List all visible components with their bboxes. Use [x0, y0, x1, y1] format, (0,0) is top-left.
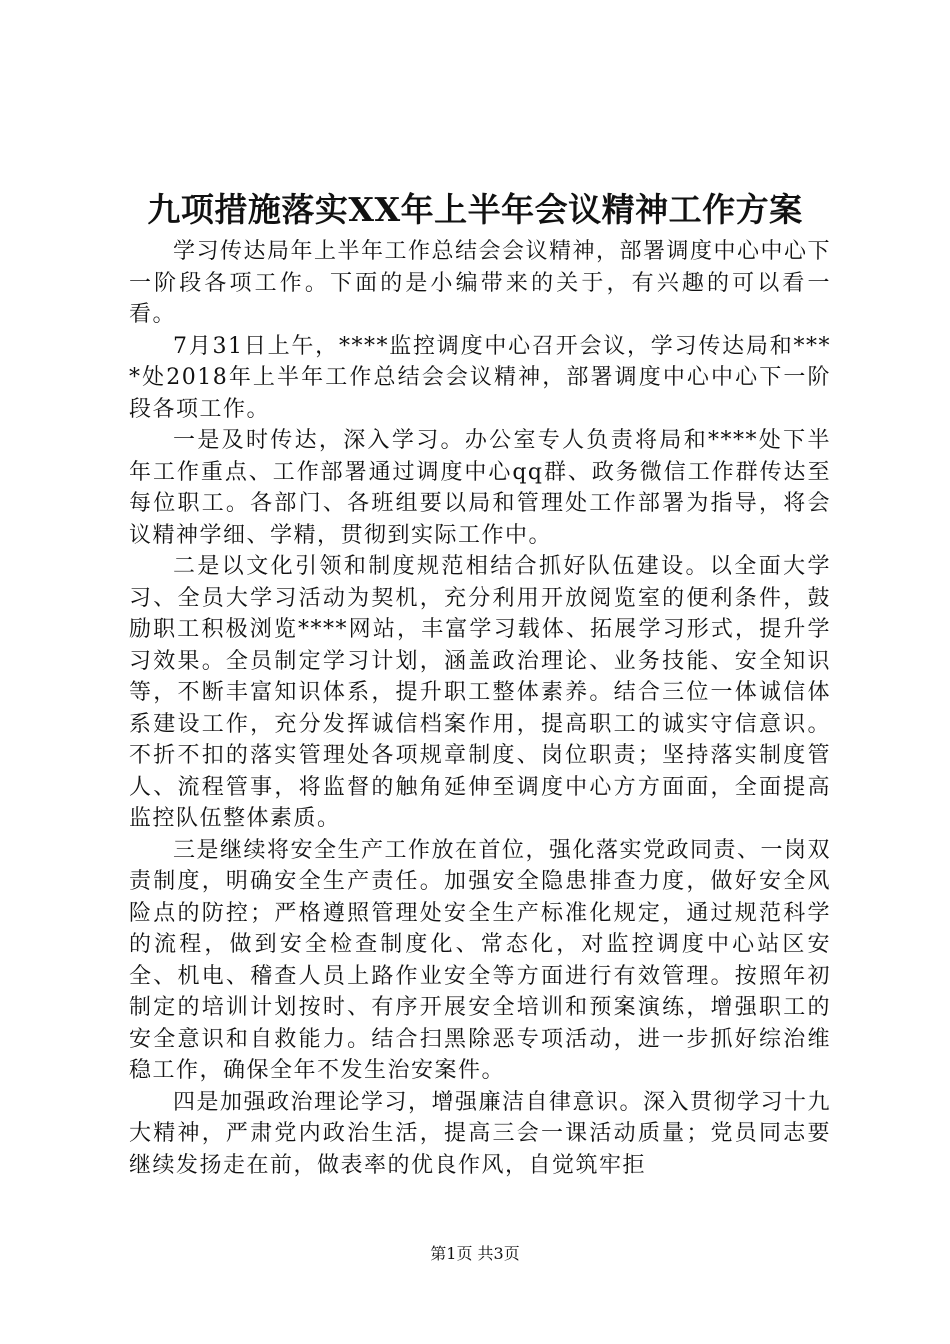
paragraph-measure-two: 二是以文化引领和制度规范相结合抓好队伍建设。以全面大学习、全员大学习活动为契机，充分利用开放阅览室的便利条件，鼓励职工积极浏览****网站，丰富学习载体、拓展学习形式，提升学习效果。全员制定学习计划，涵盖政治理论、业务技能、安全知识等，不断丰富知识体系，提升职工整体素养。结合三位一体诚信体系建设工作，充分发挥诚信档案作用，提高职工的诚实守信意识。不折不扣的落实管理处各项规章制度、岗位职责；坚持落实制度管人、流程管事，将监督的触角延伸至调度中心方方面面，全面提高监控队伍整体素质。 — [129, 554, 831, 831]
paragraph-measure-one: 一是及时传达，深入学习。办公室专人负责将局和****处下半年工作重点、工作部署通过调度中心qq群、政务微信工作群传达至每位职工。各部门、各班组要以局和管理处工作部署为指导，将会议精神学细、学精，贯彻到实际工作中。 — [129, 428, 831, 548]
document-body — [129, 236, 831, 1181]
paragraph-measure-three: 三是继续将安全生产工作放在首位，强化落实党政同责、一岗双责制度，明确安全生产责任。加强安全隐患排查力度，做好安全风险点的防控；严格遵照管理处安全生产标准化规定，通过规范科学的流程，做到安全检查制度化、常态化，对监控调度中心站区安全、机电、稽查人员上路作业安全等方面进行有效管理。按照年初制定的培训计划按时、有序开展安全培训和预案演练，增强职工的安全意识和自救能力。结合扫黑除恶专项活动，进一步抓好综治维稳工作，确保全年不发生治安案件。 — [129, 837, 832, 1083]
paragraph-measure-four: 四是加强政治理论学习，增强廉洁自律意识。深入贯彻学习十九大精神，严肃党内政治生活，提高三会一课活动质量；党员同志要继续发扬走在前，做表率的优良作风，自觉筑牢拒 — [129, 1089, 832, 1178]
paragraph-meeting: 7月31日上午，****监控调度中心召开会议，学习传达局和****处2018年上半年工作总结会会议精神，部署调度中心中心下一阶段各项工作。 — [129, 333, 831, 422]
page-number-footer: 第1页 共3页 — [430, 1244, 520, 1263]
document-title: 九项措施落实XX年上半年会议精神工作方案 — [147, 190, 803, 229]
paragraph-intro: 学习传达局年上半年工作总结会会议精神，部署调度中心中心下一阶段各项工作。下面的是小编带来的关于，有兴趣的可以看一看。 — [129, 239, 832, 327]
